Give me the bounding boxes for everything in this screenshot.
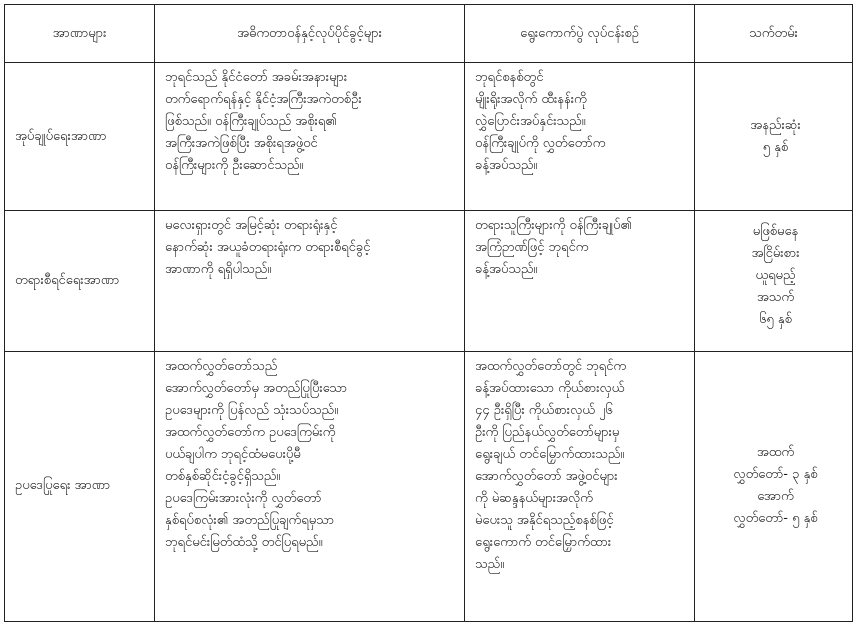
election-line: လွှဲပြောင်းအပ်နှင်းသည်။ [475,114,586,129]
powers-line: မလေးရှားတွင် အမြင့်ဆုံး တရားရုံးနှင့် [165,218,338,234]
term-line: ၆၅ နှစ် [759,312,792,328]
table-body [5,63,853,622]
powers-line: နောက်ဆုံး အယူခံတရားရုံးက တရားစီရင်ခွင့် [165,240,371,256]
election-line: အထက်လွှတ်တော်တွင် ဘုရင်က [475,358,627,374]
table-row-judicial [5,211,853,351]
powers-line: အောက်လွှတ်တော်မှ အတည်ပြုပြီးသော [165,380,348,396]
election-line: ခန့်အပ်သည်။ [475,158,538,173]
election-line: ဦးကို ပြည်နယ်လွှတ်တော်များမှ [475,424,620,440]
organ-cell: အုပ်ချုပ်ရေးအာဏာ [5,63,155,211]
term-cell [695,351,853,622]
header-election: ရွေးကောက်ပွဲ လုပ်ငန်းစဉ် [465,5,695,63]
term-line: ၅ နှစ် [762,139,789,155]
powers-line: အထက်လွှတ်တော်က ဥပဒေကြမ်းကို [165,424,336,440]
election-line: မျိုးရိုးအလိုက် ထီးနန်းကို [475,92,587,107]
election-line: မဲပေးသူ အနိုင်ရသည့်စနစ်ဖြင့် [475,512,614,528]
election-line: အောက်လွှတ်တော် အဖွဲ့ဝင်များ [475,468,618,484]
election-line: ကို မဲဆန္ဒနယ်များအလိုက် [475,490,593,506]
election-line: ခန့်အပ်သည်။ [475,262,538,278]
powers-cell [155,211,465,351]
header-row [5,5,853,63]
term-line: အငြိမ်းစား [751,246,800,262]
powers-line: ဥပဒေများကို ပြန်လည် သုံးသပ်သည်။ [165,402,339,418]
powers-line: အကြီးအကဲဖြစ်ပြီး အစိုးရအဖွဲ့ဝင် [165,136,318,151]
header-organ: အာဏာများ [5,5,155,63]
election-line: ဝန်ကြီးချုပ်ကို လွှတ်တော်က [475,136,606,151]
term-line: အထက် [756,445,795,461]
election-line: အကြံဉာဏ်ဖြင့် ဘုရင်က [475,240,589,256]
organ-cell: ဥပဒေပြုရေး အာဏာ [5,351,155,622]
term-line: လွှတ်တော်- ၅ နှစ် [733,511,818,527]
powers-line: ဘုရင်သည် နိုင်ငံတော် အခမ်းအနားများ [165,70,348,85]
term-cell [695,63,853,211]
powers-line: အထက်လွှတ်တော်သည် [165,358,278,374]
table-row-executive [5,63,853,211]
election-line: ရွေးချယ် တင်မြှောက်ထားသည်။ [475,446,625,462]
powers-line: ဖြစ်သည်။ ဝန်ကြီးချုပ်သည် အစိုးရ၏ [165,114,337,129]
powers-cell [155,63,465,211]
term-line: လွှတ်တော်- ၃ နှစ် [733,467,818,483]
powers-line: နှစ်ရပ်စလုံး၏ အတည်ပြုချက်ရမှသာ [165,512,335,528]
term-cell [695,211,853,351]
election-cell [465,351,695,622]
term-line: အောက် [757,489,794,505]
election-line: တရားသူကြီးများကို ဝန်ကြီးချုပ်၏ [475,218,632,234]
term-line: ယူရမည့် [755,268,796,284]
term-line: မဖြစ်မနေ [752,224,799,240]
document-page [4,4,852,622]
table-row-legislative [5,351,853,622]
header-powers: အဓိကတာဝန်နှင့်လုပ်ပိုင်ခွင့်များ [155,5,465,63]
election-cell [465,211,695,351]
election-line: ၄၄ ဦးရှိပြီး ကိုယ်စားလှယ် ၂၆ [475,402,613,418]
term-line: အသက် [756,290,795,306]
powers-line: ဘုရင်မင်းမြတ်ထံသို့ တင်ပြရမည်။ [165,534,323,550]
powers-line: ပယ်ချပါက ဘုရင့်ထံမပေးပို့မီ [165,446,301,462]
powers-line: အာဏာကို ရရှိပါသည်။ [165,262,272,278]
election-line: ရွေးကောက် တင်မြှောက်ထား [475,534,612,550]
term-line: အနည်းဆုံး [750,117,801,133]
powers-line: တက်ရောက်ရန်နှင့် နိုင်ငံ့အကြီးအကဲတစ်ဦး [165,92,362,107]
election-line: သည်။ [475,556,505,572]
election-line: ဘုရင်စနစ်တွင် [475,70,544,85]
powers-line: ဥပဒေကြမ်းအားလုံးကို လွှတ်တော် [165,490,322,506]
election-cell [465,63,695,211]
header-term: သက်တမ်း [695,5,853,63]
powers-line: ဝန်ကြီးများကို ဦးဆောင်သည်။ [165,158,304,173]
powers-table [4,4,853,622]
election-line: ခန့်အပ်ထားသော ကိုယ်စားလှယ် [475,380,625,396]
powers-line: တစ်နှစ်ဆိုင်းငံ့ခွင့်ရှိသည်။ [165,468,281,484]
organ-cell: တရားစီရင်ရေးအာဏာ [5,211,155,351]
powers-cell [155,351,465,622]
